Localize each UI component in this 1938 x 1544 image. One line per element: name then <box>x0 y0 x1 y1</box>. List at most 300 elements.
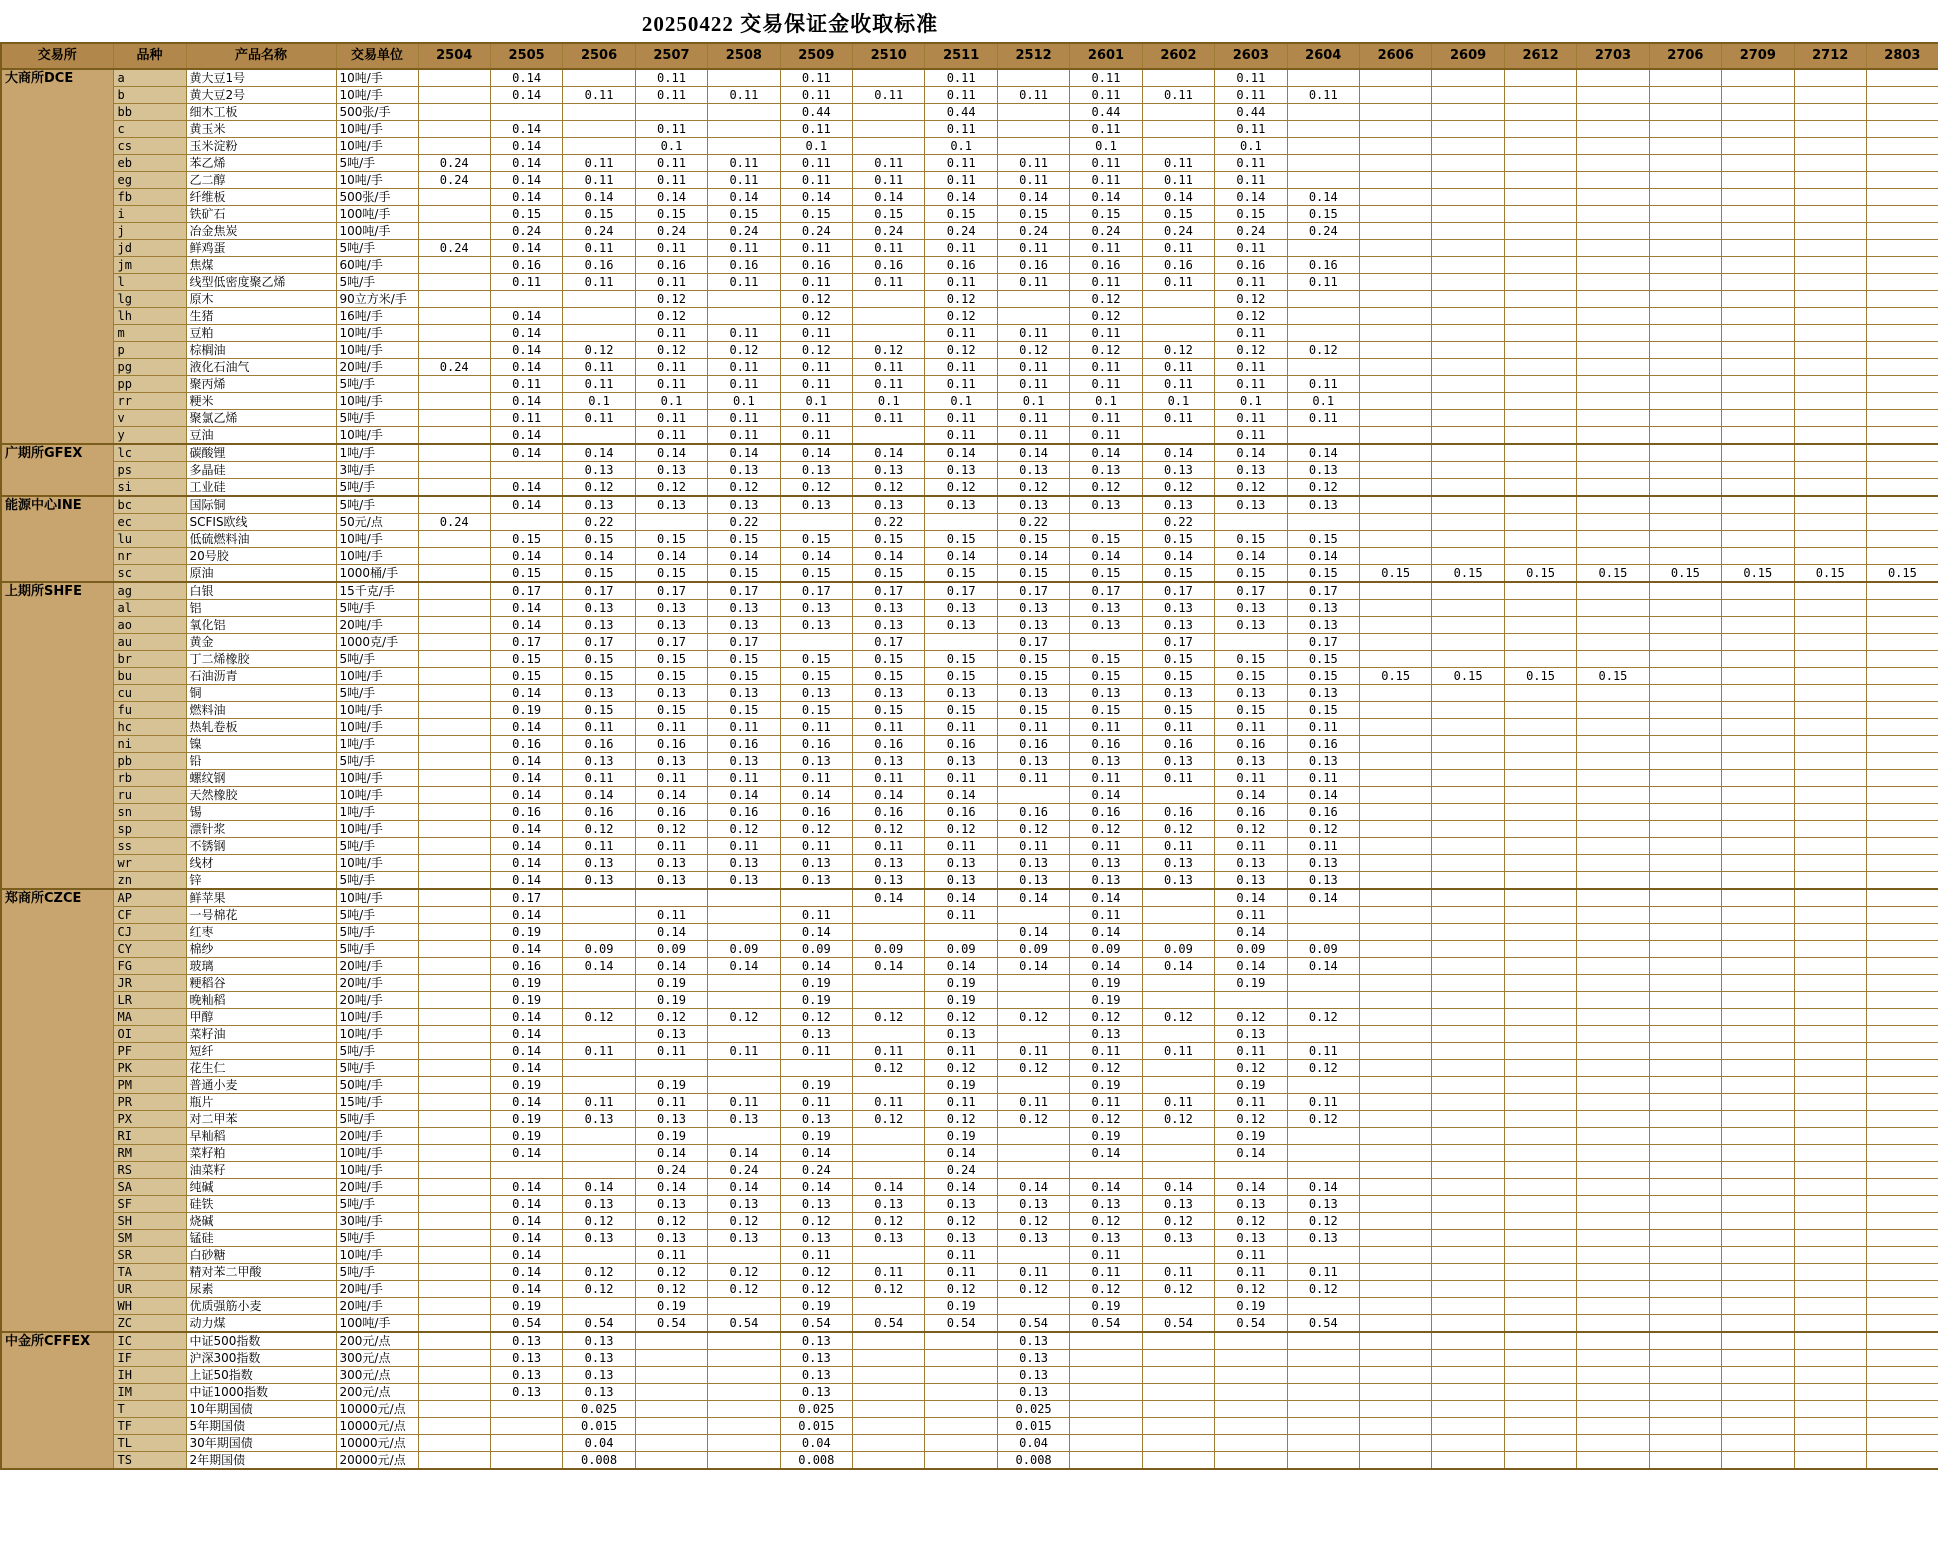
margin-value-cell-PM-2803[interactable] <box>1866 1077 1938 1094</box>
trade-unit-cell[interactable]: 60吨/手 <box>336 257 418 274</box>
trade-unit-cell[interactable]: 10吨/手 <box>336 787 418 804</box>
margin-value-cell-ZC-2602[interactable]: 0.54 <box>1142 1315 1214 1333</box>
margin-value-cell-y-2712[interactable] <box>1794 427 1866 445</box>
margin-value-cell-PF-2507[interactable]: 0.11 <box>635 1043 707 1060</box>
margin-value-cell-cu-2508[interactable]: 0.13 <box>708 685 780 702</box>
margin-value-cell-IH-2505[interactable]: 0.13 <box>490 1367 562 1384</box>
margin-value-cell-RM-2512[interactable] <box>997 1145 1069 1162</box>
margin-value-cell-al-2506[interactable]: 0.13 <box>563 600 635 617</box>
trade-unit-cell[interactable]: 5吨/手 <box>336 600 418 617</box>
margin-value-cell-rb-2602[interactable]: 0.11 <box>1142 770 1214 787</box>
margin-value-cell-ZC-2604[interactable]: 0.54 <box>1287 1315 1359 1333</box>
margin-value-cell-ru-2712[interactable] <box>1794 787 1866 804</box>
margin-value-cell-PX-2709[interactable] <box>1722 1111 1794 1128</box>
margin-value-cell-bu-2703[interactable]: 0.15 <box>1577 668 1649 685</box>
margin-value-cell-al-2509[interactable]: 0.13 <box>780 600 852 617</box>
margin-value-cell-IF-2706[interactable] <box>1649 1350 1721 1367</box>
variety-code-cell[interactable]: PR <box>113 1094 186 1111</box>
margin-value-cell-IH-2604[interactable] <box>1287 1367 1359 1384</box>
margin-value-cell-SM-2510[interactable]: 0.13 <box>853 1230 925 1247</box>
margin-value-cell-p-2602[interactable]: 0.12 <box>1142 342 1214 359</box>
margin-value-cell-m-2601[interactable]: 0.11 <box>1070 325 1142 342</box>
margin-value-cell-JR-2612[interactable] <box>1504 975 1576 992</box>
margin-value-cell-m-2709[interactable] <box>1722 325 1794 342</box>
margin-value-cell-ZC-2612[interactable] <box>1504 1315 1576 1333</box>
margin-value-cell-l-2603[interactable]: 0.11 <box>1215 274 1287 291</box>
margin-value-cell-TF-2506[interactable]: 0.015 <box>563 1418 635 1435</box>
margin-value-cell-PR-2510[interactable]: 0.11 <box>853 1094 925 1111</box>
variety-code-cell[interactable]: ps <box>113 462 186 479</box>
margin-value-cell-au-2505[interactable]: 0.17 <box>490 634 562 651</box>
margin-value-cell-ec-2606[interactable] <box>1359 514 1431 531</box>
margin-value-cell-ss-2703[interactable] <box>1577 838 1649 855</box>
margin-value-cell-au-2603[interactable] <box>1215 634 1287 651</box>
margin-value-cell-jm-2606[interactable] <box>1359 257 1431 274</box>
margin-value-cell-CY-2504[interactable] <box>418 941 490 958</box>
margin-value-cell-eb-2505[interactable]: 0.14 <box>490 155 562 172</box>
margin-value-cell-PM-2601[interactable]: 0.19 <box>1070 1077 1142 1094</box>
margin-value-cell-rb-2509[interactable]: 0.11 <box>780 770 852 787</box>
margin-value-cell-PR-2511[interactable]: 0.11 <box>925 1094 997 1111</box>
margin-value-cell-ZC-2512[interactable]: 0.54 <box>997 1315 1069 1333</box>
margin-value-cell-CF-2712[interactable] <box>1794 907 1866 924</box>
margin-value-cell-ao-2507[interactable]: 0.13 <box>635 617 707 634</box>
margin-value-cell-lg-2603[interactable]: 0.12 <box>1215 291 1287 308</box>
margin-value-cell-au-2601[interactable] <box>1070 634 1142 651</box>
margin-value-cell-JR-2606[interactable] <box>1359 975 1431 992</box>
product-name-cell[interactable]: 棉纱 <box>186 941 336 958</box>
margin-value-cell-SF-2609[interactable] <box>1432 1196 1504 1213</box>
variety-code-cell[interactable]: y <box>113 427 186 445</box>
margin-value-cell-IF-2505[interactable]: 0.13 <box>490 1350 562 1367</box>
month-header-2603[interactable]: 2603 <box>1215 43 1287 69</box>
margin-value-cell-fb-2602[interactable]: 0.14 <box>1142 189 1214 206</box>
margin-value-cell-rr-2512[interactable]: 0.1 <box>997 393 1069 410</box>
margin-value-cell-PK-2602[interactable] <box>1142 1060 1214 1077</box>
margin-value-cell-zn-2507[interactable]: 0.13 <box>635 872 707 890</box>
margin-value-cell-ru-2505[interactable]: 0.14 <box>490 787 562 804</box>
product-name-cell[interactable]: 热轧卷板 <box>186 719 336 736</box>
margin-value-cell-wr-2507[interactable]: 0.13 <box>635 855 707 872</box>
margin-value-cell-lg-2606[interactable] <box>1359 291 1431 308</box>
product-name-cell[interactable]: 低硫燃料油 <box>186 531 336 548</box>
margin-value-cell-j-2506[interactable]: 0.24 <box>563 223 635 240</box>
margin-value-cell-IM-2506[interactable]: 0.13 <box>563 1384 635 1401</box>
margin-value-cell-pp-2604[interactable]: 0.11 <box>1287 376 1359 393</box>
margin-value-cell-RI-2506[interactable] <box>563 1128 635 1145</box>
margin-value-cell-TF-2601[interactable] <box>1070 1418 1142 1435</box>
margin-value-cell-zn-2602[interactable]: 0.13 <box>1142 872 1214 890</box>
variety-code-cell[interactable]: AP <box>113 889 186 907</box>
margin-value-cell-cs-2510[interactable] <box>853 138 925 155</box>
margin-value-cell-ss-2712[interactable] <box>1794 838 1866 855</box>
margin-value-cell-p-2510[interactable]: 0.12 <box>853 342 925 359</box>
variety-code-cell[interactable]: LR <box>113 992 186 1009</box>
margin-value-cell-p-2508[interactable]: 0.12 <box>708 342 780 359</box>
margin-value-cell-bb-2506[interactable] <box>563 104 635 121</box>
margin-value-cell-CF-2510[interactable] <box>853 907 925 924</box>
trade-unit-cell[interactable]: 5吨/手 <box>336 376 418 393</box>
margin-value-cell-br-2506[interactable]: 0.15 <box>563 651 635 668</box>
margin-value-cell-TS-2606[interactable] <box>1359 1452 1431 1470</box>
variety-code-cell[interactable]: JR <box>113 975 186 992</box>
margin-value-cell-eg-2604[interactable] <box>1287 172 1359 189</box>
margin-value-cell-IM-2602[interactable] <box>1142 1384 1214 1401</box>
margin-value-cell-CJ-2601[interactable]: 0.14 <box>1070 924 1142 941</box>
margin-value-cell-ru-2609[interactable] <box>1432 787 1504 804</box>
margin-value-cell-SF-2508[interactable]: 0.13 <box>708 1196 780 1213</box>
margin-value-cell-JR-2507[interactable]: 0.19 <box>635 975 707 992</box>
margin-value-cell-b-2603[interactable]: 0.11 <box>1215 87 1287 104</box>
margin-value-cell-TS-2602[interactable] <box>1142 1452 1214 1470</box>
margin-value-cell-AP-2803[interactable] <box>1866 889 1938 907</box>
margin-value-cell-sc-2508[interactable]: 0.15 <box>708 565 780 583</box>
margin-value-cell-y-2603[interactable]: 0.11 <box>1215 427 1287 445</box>
margin-value-cell-OI-2506[interactable] <box>563 1026 635 1043</box>
margin-value-cell-cu-2612[interactable] <box>1504 685 1576 702</box>
margin-value-cell-JR-2511[interactable]: 0.19 <box>925 975 997 992</box>
margin-value-cell-PX-2712[interactable] <box>1794 1111 1866 1128</box>
margin-value-cell-si-2506[interactable]: 0.12 <box>563 479 635 497</box>
margin-value-cell-CJ-2603[interactable]: 0.14 <box>1215 924 1287 941</box>
margin-value-cell-CF-2706[interactable] <box>1649 907 1721 924</box>
margin-value-cell-eg-2712[interactable] <box>1794 172 1866 189</box>
margin-value-cell-ni-2606[interactable] <box>1359 736 1431 753</box>
margin-value-cell-jm-2712[interactable] <box>1794 257 1866 274</box>
margin-value-cell-PK-2703[interactable] <box>1577 1060 1649 1077</box>
margin-value-cell-UR-2504[interactable] <box>418 1281 490 1298</box>
margin-value-cell-i-2507[interactable]: 0.15 <box>635 206 707 223</box>
margin-value-cell-RS-2505[interactable] <box>490 1162 562 1179</box>
margin-value-cell-i-2505[interactable]: 0.15 <box>490 206 562 223</box>
variety-code-cell[interactable]: PX <box>113 1111 186 1128</box>
margin-value-cell-JR-2604[interactable] <box>1287 975 1359 992</box>
variety-code-cell[interactable]: nr <box>113 548 186 565</box>
margin-value-cell-nr-2508[interactable]: 0.14 <box>708 548 780 565</box>
margin-value-cell-WH-2612[interactable] <box>1504 1298 1576 1315</box>
margin-value-cell-SH-2612[interactable] <box>1504 1213 1576 1230</box>
margin-value-cell-ec-2511[interactable] <box>925 514 997 531</box>
variety-code-cell[interactable]: ZC <box>113 1315 186 1333</box>
margin-value-cell-IH-2507[interactable] <box>635 1367 707 1384</box>
margin-value-cell-p-2706[interactable] <box>1649 342 1721 359</box>
margin-value-cell-hc-2507[interactable]: 0.11 <box>635 719 707 736</box>
margin-value-cell-OI-2609[interactable] <box>1432 1026 1504 1043</box>
margin-value-cell-al-2601[interactable]: 0.13 <box>1070 600 1142 617</box>
margin-value-cell-hc-2509[interactable]: 0.11 <box>780 719 852 736</box>
margin-value-cell-PR-2606[interactable] <box>1359 1094 1431 1111</box>
margin-value-cell-RS-2803[interactable] <box>1866 1162 1938 1179</box>
margin-value-cell-SA-2706[interactable] <box>1649 1179 1721 1196</box>
margin-value-cell-UR-2508[interactable]: 0.12 <box>708 1281 780 1298</box>
margin-value-cell-FG-2601[interactable]: 0.14 <box>1070 958 1142 975</box>
margin-value-cell-lu-2604[interactable]: 0.15 <box>1287 531 1359 548</box>
margin-value-cell-fb-2509[interactable]: 0.14 <box>780 189 852 206</box>
margin-value-cell-TL-2609[interactable] <box>1432 1435 1504 1452</box>
margin-value-cell-CY-2703[interactable] <box>1577 941 1649 958</box>
margin-value-cell-ag-2703[interactable] <box>1577 582 1649 600</box>
trade-unit-cell[interactable]: 100吨/手 <box>336 206 418 223</box>
margin-value-cell-bc-2712[interactable] <box>1794 496 1866 514</box>
product-name-cell[interactable]: 精对苯二甲酸 <box>186 1264 336 1281</box>
margin-value-cell-si-2602[interactable]: 0.12 <box>1142 479 1214 497</box>
margin-value-cell-OI-2511[interactable]: 0.13 <box>925 1026 997 1043</box>
margin-value-cell-y-2606[interactable] <box>1359 427 1431 445</box>
margin-value-cell-l-2709[interactable] <box>1722 274 1794 291</box>
margin-value-cell-lu-2509[interactable]: 0.15 <box>780 531 852 548</box>
margin-value-cell-ps-2511[interactable]: 0.13 <box>925 462 997 479</box>
margin-value-cell-SR-2512[interactable] <box>997 1247 1069 1264</box>
margin-value-cell-IF-2512[interactable]: 0.13 <box>997 1350 1069 1367</box>
margin-value-cell-eb-2507[interactable]: 0.11 <box>635 155 707 172</box>
margin-value-cell-ss-2609[interactable] <box>1432 838 1504 855</box>
margin-value-cell-bc-2612[interactable] <box>1504 496 1576 514</box>
margin-value-cell-fu-2509[interactable]: 0.15 <box>780 702 852 719</box>
margin-value-cell-IC-2606[interactable] <box>1359 1332 1431 1350</box>
margin-value-cell-SM-2511[interactable]: 0.13 <box>925 1230 997 1247</box>
margin-value-cell-SF-2612[interactable] <box>1504 1196 1576 1213</box>
margin-value-cell-i-2511[interactable]: 0.15 <box>925 206 997 223</box>
margin-value-cell-SF-2703[interactable] <box>1577 1196 1649 1213</box>
margin-value-cell-sc-2703[interactable]: 0.15 <box>1577 565 1649 583</box>
margin-value-cell-pb-2803[interactable] <box>1866 753 1938 770</box>
margin-value-cell-sn-2706[interactable] <box>1649 804 1721 821</box>
margin-value-cell-au-2506[interactable]: 0.17 <box>563 634 635 651</box>
margin-value-cell-RS-2601[interactable] <box>1070 1162 1142 1179</box>
margin-value-cell-sn-2504[interactable] <box>418 804 490 821</box>
margin-value-cell-TS-2709[interactable] <box>1722 1452 1794 1470</box>
margin-value-cell-PR-2803[interactable] <box>1866 1094 1938 1111</box>
margin-value-cell-wr-2601[interactable]: 0.13 <box>1070 855 1142 872</box>
margin-value-cell-SM-2703[interactable] <box>1577 1230 1649 1247</box>
margin-value-cell-CJ-2606[interactable] <box>1359 924 1431 941</box>
margin-value-cell-ru-2606[interactable] <box>1359 787 1431 804</box>
margin-value-cell-WH-2602[interactable] <box>1142 1298 1214 1315</box>
month-header-2606[interactable]: 2606 <box>1359 43 1431 69</box>
product-name-cell[interactable]: 碳酸锂 <box>186 444 336 462</box>
margin-value-cell-TF-2510[interactable] <box>853 1418 925 1435</box>
margin-value-cell-pp-2507[interactable]: 0.11 <box>635 376 707 393</box>
margin-value-cell-CJ-2510[interactable] <box>853 924 925 941</box>
margin-value-cell-SH-2506[interactable]: 0.12 <box>563 1213 635 1230</box>
margin-value-cell-lu-2511[interactable]: 0.15 <box>925 531 997 548</box>
margin-value-cell-T-2506[interactable]: 0.025 <box>563 1401 635 1418</box>
margin-value-cell-SA-2601[interactable]: 0.14 <box>1070 1179 1142 1196</box>
margin-value-cell-WH-2601[interactable]: 0.19 <box>1070 1298 1142 1315</box>
margin-value-cell-PM-2506[interactable] <box>563 1077 635 1094</box>
margin-value-cell-ss-2602[interactable]: 0.11 <box>1142 838 1214 855</box>
margin-value-cell-CJ-2709[interactable] <box>1722 924 1794 941</box>
margin-value-cell-lc-2803[interactable] <box>1866 444 1938 462</box>
margin-value-cell-i-2703[interactable] <box>1577 206 1649 223</box>
margin-value-cell-hc-2606[interactable] <box>1359 719 1431 736</box>
margin-value-cell-jd-2712[interactable] <box>1794 240 1866 257</box>
margin-value-cell-m-2505[interactable]: 0.14 <box>490 325 562 342</box>
variety-code-cell[interactable]: l <box>113 274 186 291</box>
product-name-cell[interactable]: 丁二烯橡胶 <box>186 651 336 668</box>
margin-value-cell-AP-2508[interactable] <box>708 889 780 907</box>
margin-value-cell-SH-2505[interactable]: 0.14 <box>490 1213 562 1230</box>
margin-value-cell-y-2703[interactable] <box>1577 427 1649 445</box>
margin-value-cell-sc-2712[interactable]: 0.15 <box>1794 565 1866 583</box>
margin-value-cell-zn-2603[interactable]: 0.13 <box>1215 872 1287 890</box>
margin-value-cell-nr-2509[interactable]: 0.14 <box>780 548 852 565</box>
margin-value-cell-lu-2803[interactable] <box>1866 531 1938 548</box>
trade-unit-cell[interactable]: 20吨/手 <box>336 1128 418 1145</box>
margin-value-cell-LR-2612[interactable] <box>1504 992 1576 1009</box>
margin-value-cell-lg-2505[interactable] <box>490 291 562 308</box>
margin-value-cell-rb-2712[interactable] <box>1794 770 1866 787</box>
margin-value-cell-lu-2603[interactable]: 0.15 <box>1215 531 1287 548</box>
margin-value-cell-jd-2709[interactable] <box>1722 240 1794 257</box>
margin-value-cell-b-2612[interactable] <box>1504 87 1576 104</box>
margin-value-cell-CJ-2509[interactable]: 0.14 <box>780 924 852 941</box>
margin-value-cell-lc-2507[interactable]: 0.14 <box>635 444 707 462</box>
margin-value-cell-v-2507[interactable]: 0.11 <box>635 410 707 427</box>
margin-value-cell-FG-2612[interactable] <box>1504 958 1576 975</box>
margin-value-cell-eb-2602[interactable]: 0.11 <box>1142 155 1214 172</box>
margin-value-cell-ZC-2803[interactable] <box>1866 1315 1938 1333</box>
product-name-cell[interactable]: 甲醇 <box>186 1009 336 1026</box>
margin-value-cell-pp-2712[interactable] <box>1794 376 1866 393</box>
margin-value-cell-si-2509[interactable]: 0.12 <box>780 479 852 497</box>
margin-value-cell-SF-2506[interactable]: 0.13 <box>563 1196 635 1213</box>
margin-value-cell-b-2609[interactable] <box>1432 87 1504 104</box>
margin-value-cell-IM-2504[interactable] <box>418 1384 490 1401</box>
margin-value-cell-eb-2511[interactable]: 0.11 <box>925 155 997 172</box>
margin-value-cell-rb-2609[interactable] <box>1432 770 1504 787</box>
margin-value-cell-ec-2706[interactable] <box>1649 514 1721 531</box>
margin-value-cell-nr-2602[interactable]: 0.14 <box>1142 548 1214 565</box>
margin-value-cell-PK-2506[interactable] <box>563 1060 635 1077</box>
margin-value-cell-br-2507[interactable]: 0.15 <box>635 651 707 668</box>
margin-value-cell-rb-2511[interactable]: 0.11 <box>925 770 997 787</box>
margin-value-cell-IM-2511[interactable] <box>925 1384 997 1401</box>
margin-value-cell-p-2612[interactable] <box>1504 342 1576 359</box>
margin-value-cell-SM-2706[interactable] <box>1649 1230 1721 1247</box>
margin-value-cell-v-2609[interactable] <box>1432 410 1504 427</box>
margin-value-cell-eb-2504[interactable]: 0.24 <box>418 155 490 172</box>
margin-value-cell-SM-2612[interactable] <box>1504 1230 1576 1247</box>
margin-value-cell-PF-2612[interactable] <box>1504 1043 1576 1060</box>
margin-value-cell-CY-2603[interactable]: 0.09 <box>1215 941 1287 958</box>
margin-value-cell-pp-2509[interactable]: 0.11 <box>780 376 852 393</box>
margin-value-cell-LR-2712[interactable] <box>1794 992 1866 1009</box>
margin-value-cell-RM-2603[interactable]: 0.14 <box>1215 1145 1287 1162</box>
margin-value-cell-al-2612[interactable] <box>1504 600 1576 617</box>
margin-value-cell-y-2511[interactable]: 0.11 <box>925 427 997 445</box>
margin-value-cell-zn-2803[interactable] <box>1866 872 1938 890</box>
margin-value-cell-ZC-2506[interactable]: 0.54 <box>563 1315 635 1333</box>
margin-value-cell-TF-2709[interactable] <box>1722 1418 1794 1435</box>
product-name-cell[interactable]: 黄大豆1号 <box>186 69 336 87</box>
margin-value-cell-nr-2703[interactable] <box>1577 548 1649 565</box>
margin-value-cell-m-2506[interactable] <box>563 325 635 342</box>
margin-value-cell-au-2604[interactable]: 0.17 <box>1287 634 1359 651</box>
margin-value-cell-wr-2505[interactable]: 0.14 <box>490 855 562 872</box>
margin-value-cell-v-2604[interactable]: 0.11 <box>1287 410 1359 427</box>
margin-value-cell-bc-2609[interactable] <box>1432 496 1504 514</box>
margin-value-cell-CF-2609[interactable] <box>1432 907 1504 924</box>
margin-value-cell-AP-2603[interactable]: 0.14 <box>1215 889 1287 907</box>
margin-value-cell-m-2706[interactable] <box>1649 325 1721 342</box>
margin-value-cell-UR-2601[interactable]: 0.12 <box>1070 1281 1142 1298</box>
margin-value-cell-PK-2603[interactable]: 0.12 <box>1215 1060 1287 1077</box>
margin-value-cell-fb-2506[interactable]: 0.14 <box>563 189 635 206</box>
product-name-cell[interactable]: 豆油 <box>186 427 336 445</box>
margin-value-cell-a-2604[interactable] <box>1287 69 1359 87</box>
margin-value-cell-SM-2505[interactable]: 0.14 <box>490 1230 562 1247</box>
margin-value-cell-IM-2508[interactable] <box>708 1384 780 1401</box>
margin-value-cell-PR-2603[interactable]: 0.11 <box>1215 1094 1287 1111</box>
margin-value-cell-pb-2511[interactable]: 0.13 <box>925 753 997 770</box>
margin-value-cell-SH-2609[interactable] <box>1432 1213 1504 1230</box>
margin-value-cell-TF-2505[interactable] <box>490 1418 562 1435</box>
margin-value-cell-cs-2606[interactable] <box>1359 138 1431 155</box>
margin-value-cell-CJ-2506[interactable] <box>563 924 635 941</box>
margin-value-cell-b-2712[interactable] <box>1794 87 1866 104</box>
margin-value-cell-PX-2505[interactable]: 0.19 <box>490 1111 562 1128</box>
margin-value-cell-ag-2508[interactable]: 0.17 <box>708 582 780 600</box>
month-header-2504[interactable]: 2504 <box>418 43 490 69</box>
margin-value-cell-TS-2504[interactable] <box>418 1452 490 1470</box>
margin-value-cell-LR-2509[interactable]: 0.19 <box>780 992 852 1009</box>
margin-value-cell-AP-2512[interactable]: 0.14 <box>997 889 1069 907</box>
margin-value-cell-RM-2511[interactable]: 0.14 <box>925 1145 997 1162</box>
margin-value-cell-fb-2606[interactable] <box>1359 189 1431 206</box>
margin-value-cell-pp-2612[interactable] <box>1504 376 1576 393</box>
margin-value-cell-IM-2609[interactable] <box>1432 1384 1504 1401</box>
margin-value-cell-ni-2612[interactable] <box>1504 736 1576 753</box>
variety-code-cell[interactable]: FG <box>113 958 186 975</box>
margin-value-cell-eg-2508[interactable]: 0.11 <box>708 172 780 189</box>
margin-value-cell-CY-2606[interactable] <box>1359 941 1431 958</box>
margin-value-cell-v-2706[interactable] <box>1649 410 1721 427</box>
margin-value-cell-IM-2509[interactable]: 0.13 <box>780 1384 852 1401</box>
margin-value-cell-ps-2609[interactable] <box>1432 462 1504 479</box>
margin-value-cell-PF-2803[interactable] <box>1866 1043 1938 1060</box>
margin-value-cell-ps-2505[interactable] <box>490 462 562 479</box>
margin-value-cell-UR-2604[interactable]: 0.12 <box>1287 1281 1359 1298</box>
margin-value-cell-SR-2604[interactable] <box>1287 1247 1359 1264</box>
margin-value-cell-pb-2604[interactable]: 0.13 <box>1287 753 1359 770</box>
margin-value-cell-IF-2507[interactable] <box>635 1350 707 1367</box>
variety-code-cell[interactable]: c <box>113 121 186 138</box>
margin-value-cell-OI-2712[interactable] <box>1794 1026 1866 1043</box>
margin-value-cell-si-2803[interactable] <box>1866 479 1938 497</box>
margin-value-cell-j-2706[interactable] <box>1649 223 1721 240</box>
margin-value-cell-eb-2510[interactable]: 0.11 <box>853 155 925 172</box>
margin-value-cell-ps-2512[interactable]: 0.13 <box>997 462 1069 479</box>
margin-value-cell-TA-2505[interactable]: 0.14 <box>490 1264 562 1281</box>
margin-value-cell-sc-2612[interactable]: 0.15 <box>1504 565 1576 583</box>
margin-value-cell-ag-2507[interactable]: 0.17 <box>635 582 707 600</box>
margin-value-cell-TF-2603[interactable] <box>1215 1418 1287 1435</box>
margin-value-cell-pb-2706[interactable] <box>1649 753 1721 770</box>
margin-value-cell-ec-2612[interactable] <box>1504 514 1576 531</box>
margin-value-cell-j-2603[interactable]: 0.24 <box>1215 223 1287 240</box>
margin-value-cell-a-2609[interactable] <box>1432 69 1504 87</box>
margin-value-cell-SH-2706[interactable] <box>1649 1213 1721 1230</box>
margin-value-cell-PM-2609[interactable] <box>1432 1077 1504 1094</box>
margin-value-cell-IC-2709[interactable] <box>1722 1332 1794 1350</box>
margin-value-cell-PF-2512[interactable]: 0.11 <box>997 1043 1069 1060</box>
margin-value-cell-TF-2512[interactable]: 0.015 <box>997 1418 1069 1435</box>
margin-value-cell-ag-2606[interactable] <box>1359 582 1431 600</box>
margin-value-cell-WH-2703[interactable] <box>1577 1298 1649 1315</box>
margin-value-cell-ec-2504[interactable]: 0.24 <box>418 514 490 531</box>
margin-value-cell-jd-2504[interactable]: 0.24 <box>418 240 490 257</box>
